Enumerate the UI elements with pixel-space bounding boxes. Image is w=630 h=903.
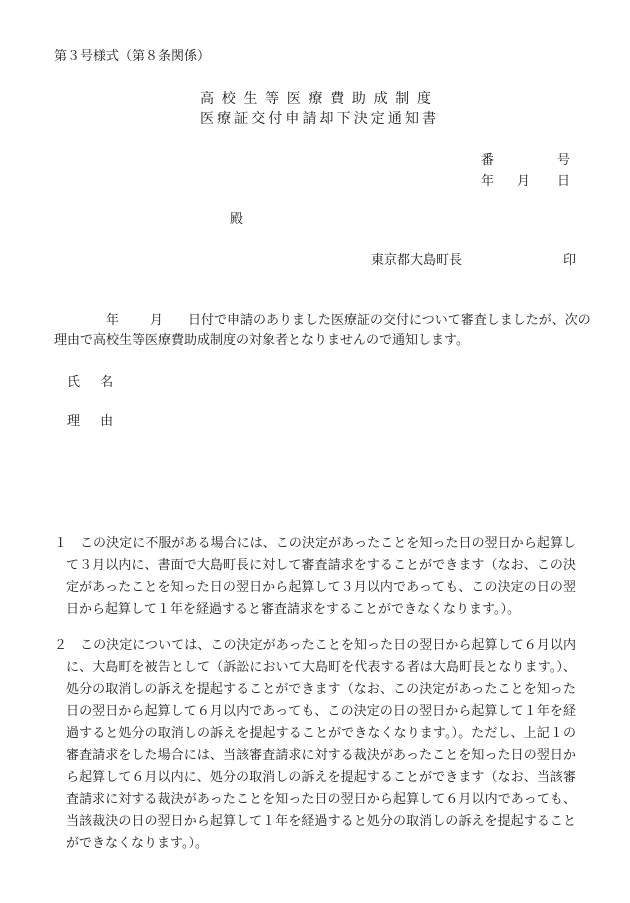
date-day-label: 日 (557, 174, 571, 189)
body-year-label: 年 (106, 313, 120, 328)
appeal-note-2 (54, 635, 576, 855)
name-field-label: 氏名 (67, 375, 134, 390)
date-month-label: 月 (517, 174, 531, 189)
body-text-line-2: 理由で高校生等医療費助成制度の対象者となりませんので通知します。 (54, 333, 469, 348)
document-number-label: 番 (481, 153, 495, 168)
reason-field-label: 理由 (67, 414, 134, 429)
addressee-honorific: 殿 (230, 212, 244, 227)
appeal-note-1 (54, 533, 576, 621)
date-year-label: 年 (481, 174, 495, 189)
form-number: 第３号様式（第８条関係） (54, 49, 211, 64)
document-number-suffix: 号 (557, 153, 571, 168)
issuer-name: 東京都大島町長 (371, 253, 463, 268)
body-text-line-1-rest: 日付で申請のありました医療証の交付について審査しましたが、次の (188, 313, 591, 328)
body-month-label: 月 (150, 313, 164, 328)
seal-mark: 印 (563, 253, 577, 268)
body-text-line-1 (54, 314, 591, 327)
note-number: ２ (54, 638, 68, 653)
note-number: １ (54, 536, 68, 551)
document-title-line-2: 医療証交付申請却下決定通知書 (200, 111, 440, 127)
note-text: この決定については、この決定があったことを知った日の翌日から起算して６月以内に、大島町を被告として（訴訟において大島町を代表する者は大島町長となります。）、処分の取消しの訴えを提起することができます（なお、この決定があったことを知った日の翌日から起算して６月以内であっても、この決定の日の翌日から起算して１年を経過すると処分の取消しの訴えを提起することができなくなります。）。ただし、上記１の審査請求をした場合には、当該審査請求に対する裁決があったことを知った日の翌日から起算して６月以内に、処分の取消しの訴えを提起することができます（なお、当該審査請求に対する裁決があったことを知った日の翌日から起算して６月以内であっても、当該裁決の日の翌日から起算して１年を経過すると処分の取消しの訴えを提起することができなくなります。）。 (66, 638, 576, 851)
document-title-line-1: 高校生等医療費助成制度 (200, 91, 439, 107)
note-text: この決定に不服がある場合には、この決定があったことを知った日の翌日から起算して３月以内に、書面で大島町長に対して審査請求をすることができます（なお、この決定があったことを知った日の翌日から起算して３月以内であっても、この決定の日の翌日から起算して１年を経過すると審査請求をすることができなくなります。）。 (66, 536, 576, 617)
